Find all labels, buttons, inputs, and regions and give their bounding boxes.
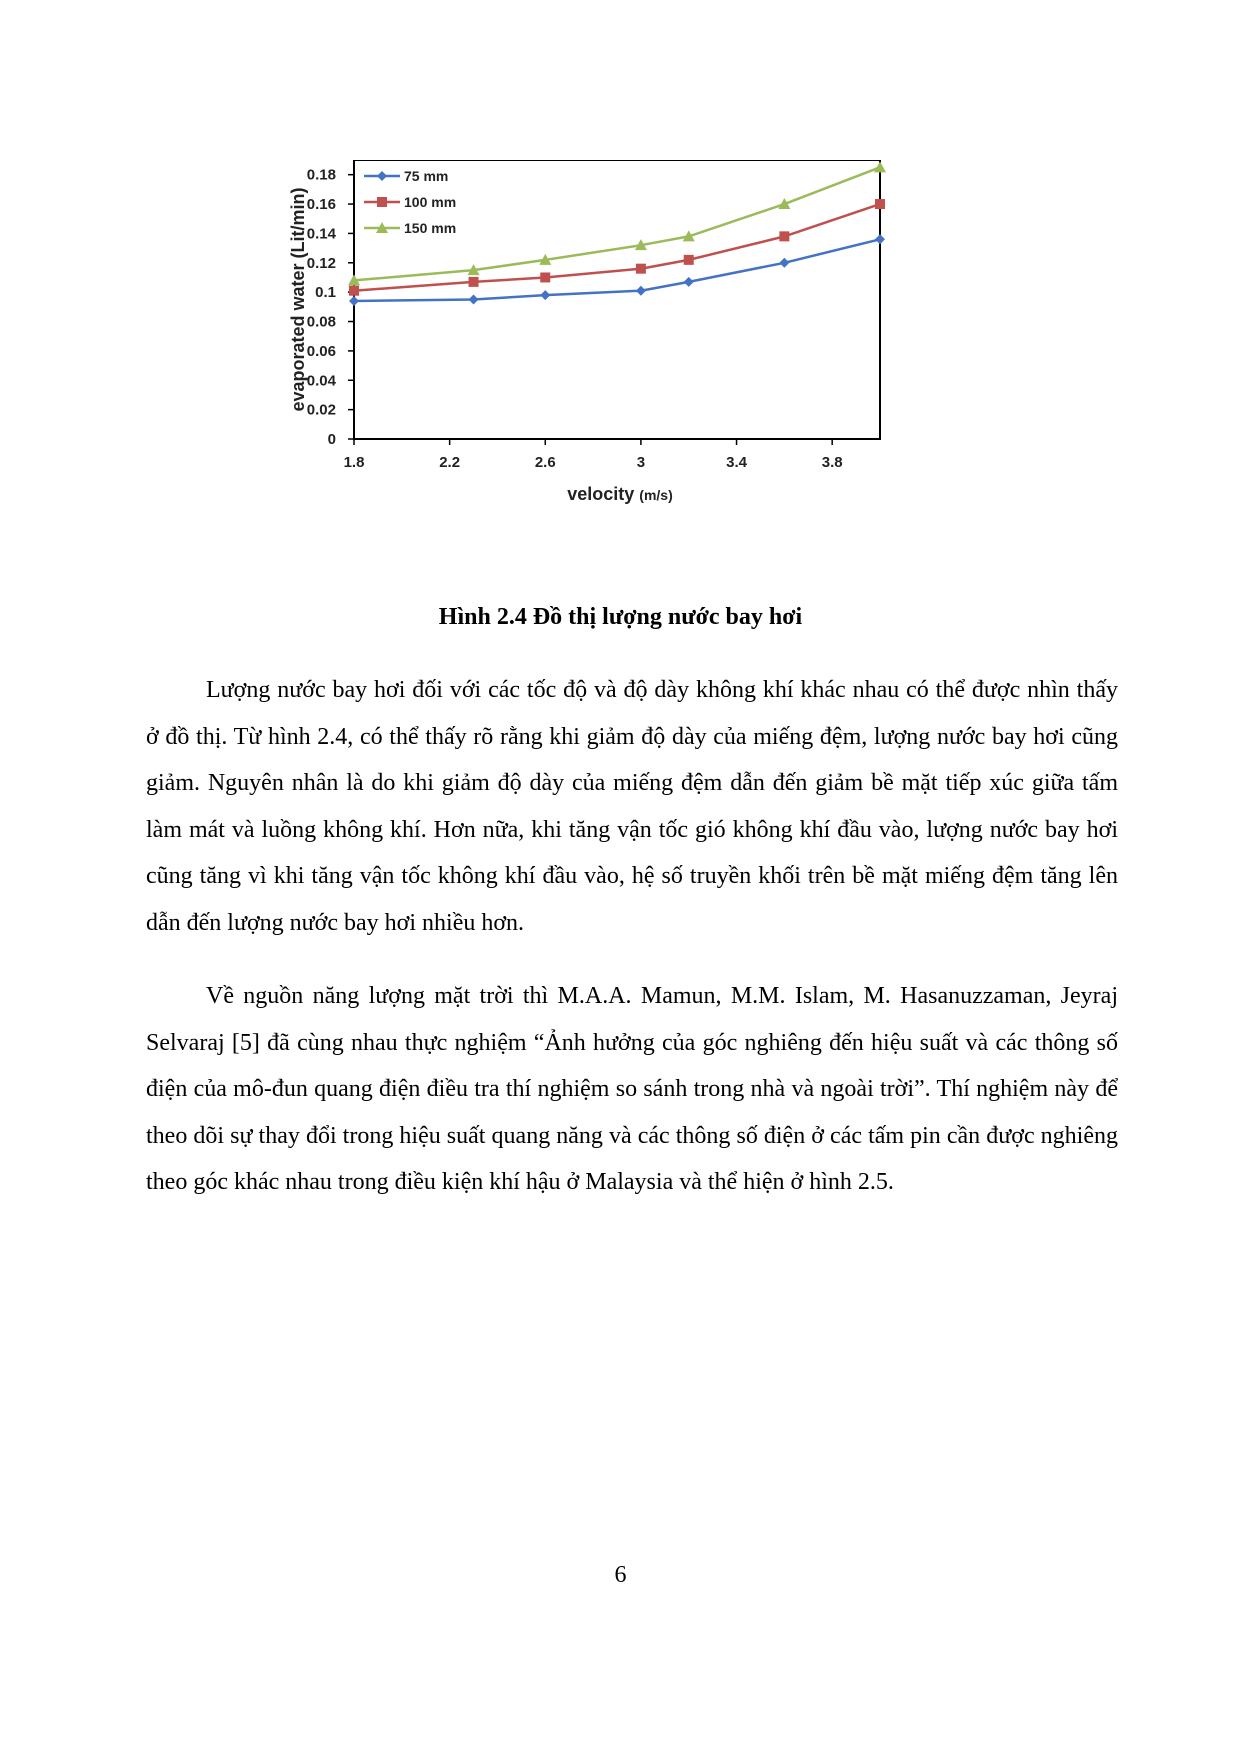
legend-label: 75 mm xyxy=(404,168,449,184)
y-tick-label: 0.02 xyxy=(306,401,336,419)
data-point xyxy=(349,296,359,306)
data-point xyxy=(469,295,479,305)
data-point xyxy=(684,277,694,287)
y-tick-label: 0.08 xyxy=(306,313,336,331)
chart-legend xyxy=(364,168,456,236)
y-tick-label: 0.1 xyxy=(315,284,336,302)
x-tick-label: 3 xyxy=(636,454,646,471)
data-point xyxy=(349,286,359,296)
page-number: 6 xyxy=(614,1562,627,1588)
y-tick-label: 0.16 xyxy=(306,196,336,214)
y-tick-label: 0.06 xyxy=(306,342,336,360)
body-paragraph-2: Về nguồn năng lượng mặt trời thì M.A.A. Mamun, M.M. Islam, M. Hasanuzzaman, Jeyraj Selvaraj [5] đã cùng nhau thực nghiệm “Ảnh hưởng của góc nghiêng đến hiệu suất và các thông số điện của mô-đun quang điện điều tra thí nghiệm so sánh trong nhà và ngoài trời”. Thí nghiệm này để theo dõi sự thay đổi trong hiệu suất quang năng và các thông số điện ở các tấm pin cần được nghiêng theo góc khác nhau trong điều kiện khí hậu ở Malaysia và thể hiện ở hình 2.5. xyxy=(146,983,1118,1196)
data-point xyxy=(875,234,885,244)
data-point xyxy=(874,161,886,172)
y-tick-label: 0.04 xyxy=(306,372,336,390)
x-axis-unit: (m/s) xyxy=(639,487,673,503)
series-line-100-mm xyxy=(354,204,880,291)
evaporated-water-chart xyxy=(280,160,1000,580)
data-point xyxy=(636,286,646,296)
data-point xyxy=(875,199,885,209)
data-point xyxy=(684,255,694,265)
x-tick-label: 2.2 xyxy=(439,454,461,471)
x-tick-label: 1.8 xyxy=(343,454,365,471)
y-tick-label: 0.12 xyxy=(306,254,336,272)
x-tick-label: 3.8 xyxy=(821,454,843,471)
y-axis-title: evaporated water (Lit/min) xyxy=(288,187,308,412)
data-point xyxy=(636,264,646,274)
y-tick-label: 0.14 xyxy=(306,225,336,243)
data-point xyxy=(469,277,479,287)
legend-marker xyxy=(377,171,387,181)
x-tick-label: 2.6 xyxy=(534,454,556,471)
x-axis-title: velocity (m/s) xyxy=(567,484,673,504)
data-point xyxy=(779,258,789,268)
body-paragraph-1: Lượng nước bay hơi đối với các tốc độ và độ dày không khí khác nhau có thể được nhìn thấy ở đồ thị. Từ hình 2.4, có thể thấy rõ rằng khi giảm độ dày của miếng đệm, lượng nước bay hơi cũng giảm. Nguyên nhân là do khi giảm độ dày của miếng đệm dẫn đến giảm bề mặt tiếp xúc giữa tấm làm mát và luồng không khí. Hơn nữa, khi tăng vận tốc gió không khí đầu vào, lượng nước bay hơi cũng tăng vì khi tăng vận tốc không khí đầu vào, hệ số truyền khối trên bề mặt miếng đệm tăng lên dẫn đến lượng nước bay hơi nhiều hơn. xyxy=(146,677,1118,936)
y-tick-label: 0.18 xyxy=(306,166,336,184)
legend-label: 100 mm xyxy=(404,194,457,210)
legend-label: 150 mm xyxy=(404,220,457,236)
data-point xyxy=(540,290,550,300)
legend-marker xyxy=(377,197,387,207)
data-point xyxy=(779,231,789,241)
data-point xyxy=(540,272,550,282)
figure-caption: Hình 2.4 Đồ thị lượng nước bay hơi xyxy=(438,604,803,630)
chart-axes xyxy=(307,160,880,471)
y-tick-label: 0 xyxy=(327,431,336,448)
x-tick-label: 3.4 xyxy=(726,454,747,471)
